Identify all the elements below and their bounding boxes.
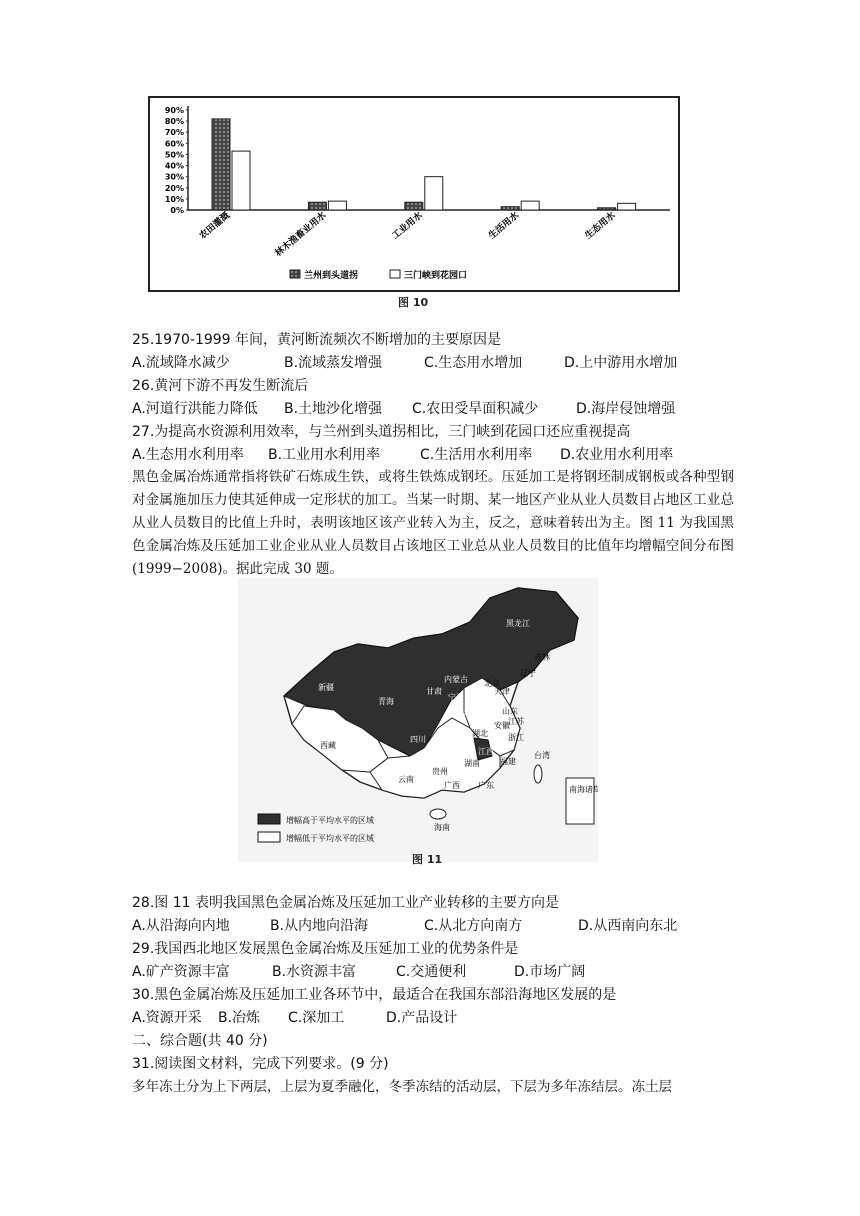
q27-option-a[interactable]: A.生态用水利用率 xyxy=(132,447,244,463)
map-label-jiangxi: 江西 xyxy=(478,747,494,756)
legend-label-lanzhou: 兰州到头道拐 xyxy=(304,271,359,281)
passage-steel-industry: 黑色金属冶炼通常指将铁矿石炼成生铁，或将生铁炼成钢坯。压延加工是将钢坯制成钢板或各种型钢对金属施加压力使其延伸成一定形状的加工。当某一时期、某一地区产业从业人员数目占地区工业总从业人员数目的比值上升时，表明该地区该产业转入为主，反之，意味着转出为主。图 11 为我国黑色金属冶炼及压延加工业企业从业人员数目占该地区工业总从业人员数目的比值年均增幅空间分布图(1999−2008)。据此完成 30 题。 xyxy=(132,469,734,577)
map-label-jilin: 吉林 xyxy=(534,653,550,662)
section-2-heading: 二、综合题(共 40 分) xyxy=(132,1033,268,1049)
map-label-gansu: 甘肃 xyxy=(426,687,442,696)
y-tick-label: 80% xyxy=(164,117,184,127)
figure-10-caption: 图 10 xyxy=(398,296,429,309)
map-label-hunan: 湖南 xyxy=(464,759,480,768)
q26-option-b[interactable]: B.土地沙化增强 xyxy=(284,401,383,417)
y-tick-label: 60% xyxy=(164,139,184,149)
bar-lanzhou-1 xyxy=(308,202,326,210)
y-tick-label: 90% xyxy=(164,106,184,115)
legend-high-swatch xyxy=(258,814,280,824)
passage-permafrost: 多年冻土分为上下两层，上层为夏季融化，冬季冻结的活动层，下层为多年冻结层。冻土层 xyxy=(132,1079,672,1095)
map-label-shandong: 山东 xyxy=(502,707,518,716)
q30-option-c[interactable]: C.深加工 xyxy=(288,1010,345,1026)
map-label-qinghai: 青海 xyxy=(378,697,394,706)
q26-options xyxy=(132,399,675,419)
y-tick-label: 70% xyxy=(164,128,184,138)
q25-option-c[interactable]: C.生态用水增加 xyxy=(424,355,523,371)
q28-options xyxy=(132,916,677,936)
map-label-ningxia: 宁夏 xyxy=(448,693,464,702)
bar-sanmenxia-3 xyxy=(521,201,539,210)
region-hainan xyxy=(430,809,446,819)
q30-option-b[interactable]: B.冶炼 xyxy=(218,1010,261,1026)
map-label-beijing: 北京 xyxy=(484,679,500,688)
q27-option-b[interactable]: B.工业用水利用率 xyxy=(268,447,381,463)
bar-lanzhou-2 xyxy=(405,202,423,210)
q30-options xyxy=(132,1008,457,1028)
q25-stem: 25.1970-1999 年间，黄河断流频次不断增加的主要原因是 xyxy=(132,332,502,348)
x-category-label: 生活用水 xyxy=(487,210,522,242)
q25-option-d[interactable]: D.上中游用水增加 xyxy=(564,355,678,371)
map-label-zhejiang: 浙江 xyxy=(508,733,524,742)
q26-stem: 26.黄河下游不再发生断流后 xyxy=(132,378,309,394)
q29-option-a[interactable]: A.矿产资源丰富 xyxy=(132,964,230,980)
figure-11-caption: 图 11 xyxy=(412,853,443,866)
legend-swatch-sanmenxia xyxy=(390,270,400,278)
inset-label: 南海诸岛 xyxy=(569,785,598,794)
q28-option-b[interactable]: B.从内地向沿海 xyxy=(270,918,369,934)
legend-label-sanmenxia: 三门峡到花园口 xyxy=(404,271,468,281)
q27-stem: 27.为提高水资源利用效率，与兰州到头道拐相比，三门峡到花园口还应重视提高 xyxy=(132,424,631,440)
y-tick-label: 10% xyxy=(164,194,184,204)
map-label-henan: 河南 xyxy=(478,715,494,724)
legend-high-label: 增幅高于平均水平的区域 xyxy=(286,816,374,825)
q31-stem: 31.阅读图文材料，完成下列要求。(9 分) xyxy=(132,1056,389,1072)
map-label-hubei: 湖北 xyxy=(472,729,488,738)
x-category-label: 生态用水 xyxy=(583,210,618,242)
region-taiwan xyxy=(534,765,542,783)
q26-option-d[interactable]: D.海岸侵蚀增强 xyxy=(576,401,676,417)
map-label-shanxi: 山西 xyxy=(464,703,480,712)
map-label-tianjin: 天津 xyxy=(494,687,510,696)
map-label-yunnan: 云南 xyxy=(398,775,414,784)
map-label-fujian: 福建 xyxy=(500,757,516,766)
map-label-xinjiang: 新疆 xyxy=(318,683,334,692)
legend-swatch-lanzhou xyxy=(290,270,300,278)
map-label-taiwan: 台湾 xyxy=(534,751,550,760)
x-category-label: 工业用水 xyxy=(390,210,425,242)
map-label-sichuan: 四川 xyxy=(410,735,426,744)
q25-option-b[interactable]: B.流域蒸发增强 xyxy=(284,355,383,371)
q26-option-c[interactable]: C.农田受旱面积减少 xyxy=(412,401,539,417)
y-tick-label: 40% xyxy=(164,161,184,171)
map-label-anhui: 安徽 xyxy=(494,721,510,730)
bar-lanzhou-0 xyxy=(212,119,230,210)
q30-stem: 30.黑色金属冶炼及压延加工业各环节中，最适合在我国东部沿海地区发展的是 xyxy=(132,987,617,1003)
y-tick-label: 50% xyxy=(164,150,184,160)
bar-sanmenxia-4 xyxy=(618,203,636,210)
map-label-heilongjiang: 黑龙江 xyxy=(506,619,530,628)
map-label-jiangsu: 江苏 xyxy=(508,717,524,726)
map-label-neimenggu: 内蒙古 xyxy=(444,675,468,684)
bar-chart-svg xyxy=(150,98,678,290)
q28-option-a[interactable]: A.从沿海向内地 xyxy=(132,918,230,934)
map-label-liaoning: 辽宁 xyxy=(520,669,536,678)
bar-sanmenxia-1 xyxy=(328,201,346,210)
q25-options xyxy=(132,353,677,373)
figure-11-map xyxy=(238,578,598,862)
q29-option-b[interactable]: B.水资源丰富 xyxy=(272,964,357,980)
q28-stem: 28.图 11 表明我国黑色金属冶炼及压延加工业产业转移的主要方向是 xyxy=(132,895,559,911)
y-tick-label: 0% xyxy=(170,206,184,215)
map-label-hebei: 河北 xyxy=(478,693,494,702)
q26-option-a[interactable]: A.河道行洪能力降低 xyxy=(132,401,258,417)
map-label-guangdong: 广东 xyxy=(478,781,494,790)
map-label-hainan: 海南 xyxy=(434,823,450,832)
y-tick-label: 20% xyxy=(164,183,184,193)
figure-10-chart xyxy=(148,96,680,292)
map-label-chongqing: 重庆 xyxy=(448,745,464,754)
q25-option-a[interactable]: A.流域降水减少 xyxy=(132,355,230,371)
bar-sanmenxia-2 xyxy=(425,177,443,210)
map-label-guizhou: 贵州 xyxy=(432,767,448,776)
bar-sanmenxia-0 xyxy=(232,151,250,210)
q28-option-c[interactable]: C.从北方向南方 xyxy=(424,918,523,934)
x-category-label: 农田灌溉 xyxy=(197,210,232,242)
bar-lanzhou-3 xyxy=(501,207,519,210)
q30-option-a[interactable]: A.资源开采 xyxy=(132,1010,202,1026)
map-label-shaanxi: 陕西 xyxy=(454,711,470,720)
q30-option-d[interactable]: D.产品设计 xyxy=(386,1010,458,1026)
y-tick-label: 30% xyxy=(164,172,184,182)
map-label-xizang: 西藏 xyxy=(320,741,336,750)
q29-options xyxy=(132,962,585,982)
q29-stem: 29.我国西北地区发展黑色金属冶炼及压延加工业的优势条件是 xyxy=(132,941,519,957)
q27-option-d[interactable]: D.农业用水利用率 xyxy=(560,447,674,463)
q29-option-d[interactable]: D.市场广阔 xyxy=(514,964,586,980)
q27-options xyxy=(132,445,673,465)
map-label-guangxi: 广西 xyxy=(444,781,460,790)
legend-low-swatch xyxy=(258,832,280,842)
bar-lanzhou-4 xyxy=(598,208,616,210)
china-map-svg xyxy=(238,578,598,862)
legend-low-label: 增幅低于平均水平的区域 xyxy=(286,834,374,843)
q29-option-c[interactable]: C.交通便利 xyxy=(396,964,467,980)
q27-option-c[interactable]: C.生活用水利用率 xyxy=(420,447,533,463)
x-category-label: 林木渔畜业用水 xyxy=(273,210,329,259)
q28-option-d[interactable]: D.从西南向东北 xyxy=(578,918,678,934)
